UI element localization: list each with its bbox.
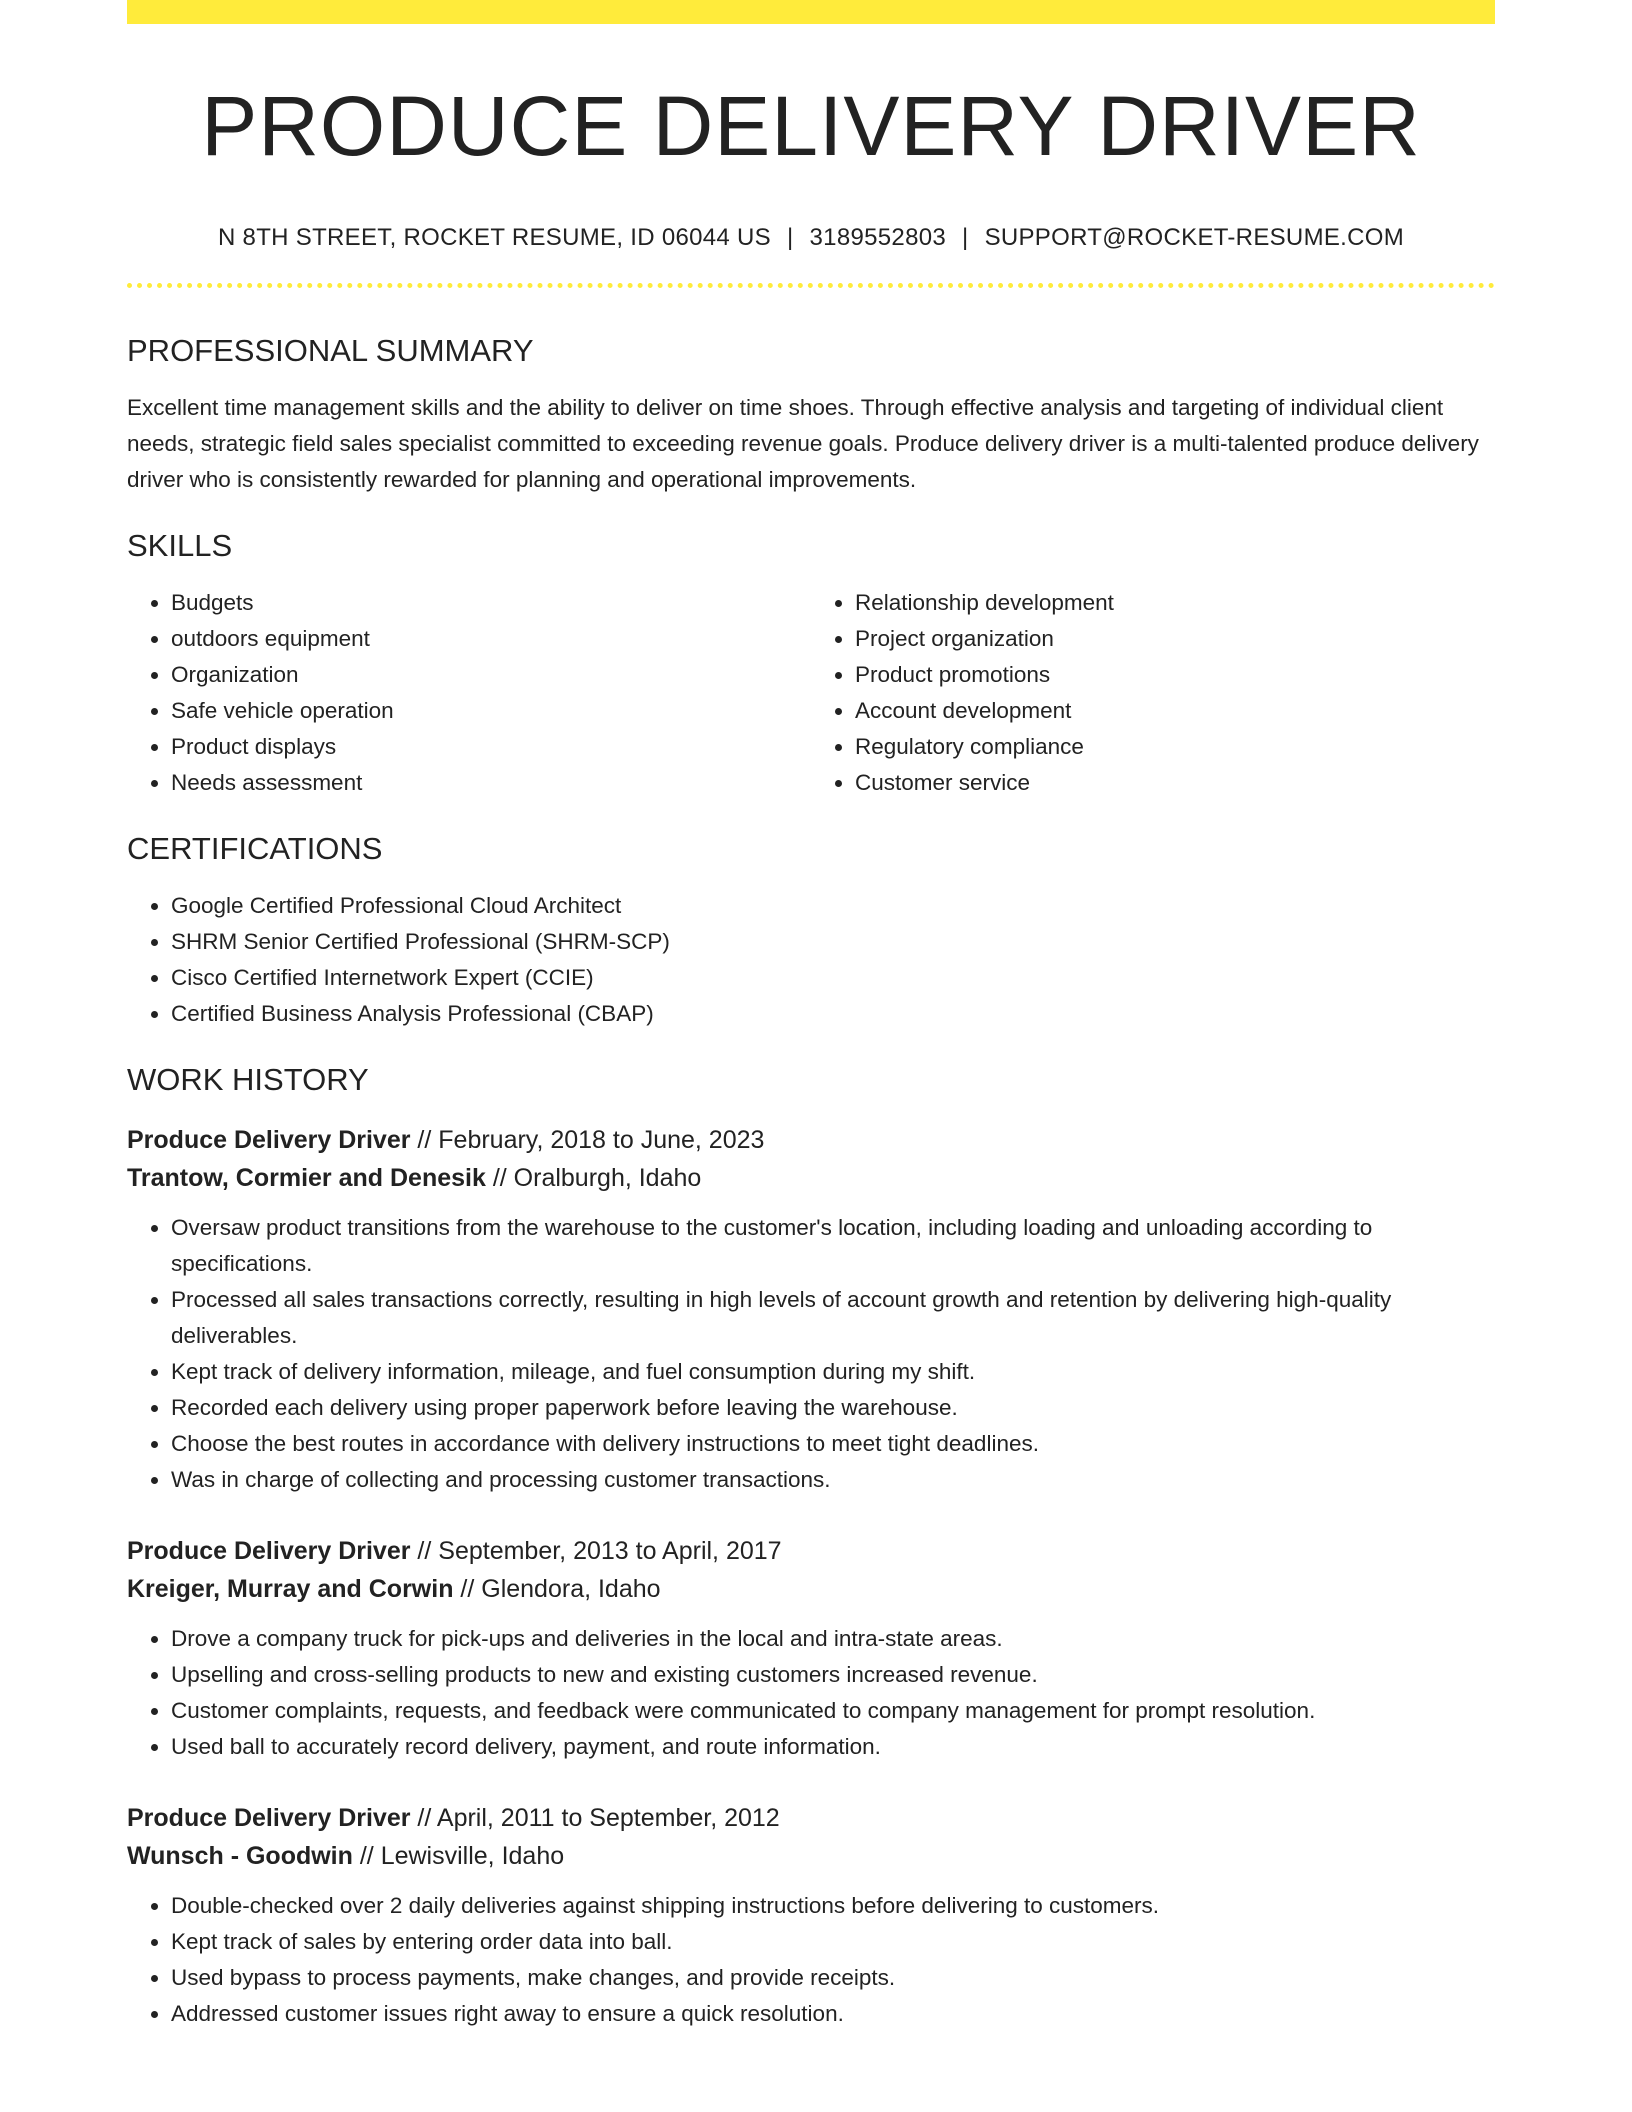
job-role-line: [127, 1121, 1495, 1159]
job-role: Produce Delivery Driver: [127, 1125, 411, 1154]
job-bullet: • Drove a company truck for pick-ups and deliveries in the local and intra-state areas.: [171, 1621, 1495, 1657]
skills-right-list: [811, 585, 1495, 801]
job-location: // Lewisville, Idaho: [352, 1841, 565, 1870]
job-bullet: • Kept track of sales by entering order data into ball.: [171, 1924, 1495, 1960]
job-bullet: • Double-checked over 2 daily deliveries against shipping instructions before delivering to customers.: [171, 1888, 1495, 1924]
job-entry: [127, 1799, 1495, 2032]
job-dates: // April, 2011 to September, 2012: [410, 1803, 780, 1832]
top-accent-bar: [127, 0, 1495, 24]
contact-phone: 3189552803: [809, 224, 947, 251]
skill-item: • Account development: [855, 693, 1495, 729]
skills-heading: SKILLS: [127, 527, 233, 563]
skill-item: • Product displays: [171, 729, 811, 765]
job-bullet: • Recorded each delivery using proper paperwork before leaving the warehouse.: [171, 1390, 1495, 1426]
skill-item: • Project organization: [855, 621, 1495, 657]
job-dates: // September, 2013 to April, 2017: [410, 1536, 782, 1565]
job-location: // Oralburgh, Idaho: [485, 1163, 702, 1192]
contact-separator: |: [786, 224, 794, 251]
skills-columns: [127, 585, 1495, 801]
contact-address: N 8TH STREET, ROCKET RESUME, ID 06044 US: [217, 224, 771, 251]
dotted-divider: [127, 283, 1495, 288]
job-bullet: • Customer complaints, requests, and feedback were communicated to company management for prompt resolution.: [171, 1693, 1495, 1729]
certification-item: • Cisco Certified Internetwork Expert (CCIE): [171, 960, 1495, 996]
job-role-line: [127, 1532, 1495, 1570]
job-company: Trantow, Cormier and Denesik: [127, 1163, 486, 1192]
job-dates: // February, 2018 to June, 2023: [410, 1125, 765, 1154]
resume-name: PRODUCE DELIVERY DRIVER: [201, 79, 1421, 173]
certifications-heading: CERTIFICATIONS: [127, 831, 383, 867]
job-bullets: [127, 1621, 1495, 1765]
summary-heading: PROFESSIONAL SUMMARY: [127, 332, 534, 368]
skill-item: • outdoors equipment: [171, 621, 811, 657]
certification-item: • Certified Business Analysis Professional (CBAP): [171, 996, 1495, 1032]
job-entry: [127, 1121, 1495, 1498]
job-bullet: • Kept track of delivery information, mileage, and fuel consumption during my shift.: [171, 1354, 1495, 1390]
job-company-line: [127, 1837, 1495, 1875]
job-bullet: • Used bypass to process payments, make changes, and provide receipts.: [171, 1960, 1495, 1996]
job-location: // Glendora, Idaho: [453, 1574, 661, 1603]
skill-item: • Safe vehicle operation: [171, 693, 811, 729]
job-company: Wunsch - Goodwin: [127, 1841, 353, 1870]
job-company-line: [127, 1159, 1495, 1197]
job-bullet: • Used ball to accurately record delivery, payment, and route information.: [171, 1729, 1495, 1765]
job-company-line: [127, 1570, 1495, 1608]
job-bullet: • Choose the best routes in accordance with delivery instructions to meet tight deadlines.: [171, 1426, 1495, 1462]
resume-page: [127, 0, 1495, 2032]
contact-email: SUPPORT@ROCKET-RESUME.COM: [984, 224, 1405, 251]
certification-item: • SHRM Senior Certified Professional (SHRM-SCP): [171, 924, 1495, 960]
skill-item: • Budgets: [171, 585, 811, 621]
skill-item: • Relationship development: [855, 585, 1495, 621]
job-bullet: • Was in charge of collecting and processing customer transactions.: [171, 1462, 1495, 1498]
job-company: Kreiger, Murray and Corwin: [127, 1574, 454, 1603]
certifications-list: [127, 888, 1495, 1032]
job-bullet: • Addressed customer issues right away to ensure a quick resolution.: [171, 1996, 1495, 2032]
job-bullet: • Oversaw product transitions from the warehouse to the customer's location, including loading and unloading according to specifications.: [171, 1210, 1495, 1282]
work-history-heading: WORK HISTORY: [127, 1062, 369, 1098]
job-bullets: [127, 1210, 1495, 1498]
job-entry: [127, 1532, 1495, 1765]
job-role: Produce Delivery Driver: [127, 1536, 411, 1565]
skill-item: • Customer service: [855, 765, 1495, 801]
skill-item: • Regulatory compliance: [855, 729, 1495, 765]
contact-line: [127, 224, 1495, 253]
job-role-line: [127, 1799, 1495, 1837]
certification-item: • Google Certified Professional Cloud Architect: [171, 888, 1495, 924]
skill-item: • Organization: [171, 657, 811, 693]
skill-item: • Needs assessment: [171, 765, 811, 801]
contact-separator: |: [962, 224, 969, 251]
job-bullet: • Processed all sales transactions correctly, resulting in high levels of account growth and retention by delivering high-quality deliverables.: [171, 1282, 1495, 1354]
job-bullet: • Upselling and cross-selling products to new and existing customers increased revenue.: [171, 1657, 1495, 1693]
skill-item: • Product promotions: [855, 657, 1495, 693]
job-role: Produce Delivery Driver: [127, 1803, 411, 1832]
job-bullets: [127, 1888, 1495, 2032]
skills-left-list: [127, 585, 811, 801]
summary-text: Excellent time management skills and the ability to deliver on time shoes. Through effective analysis and targeting of individual client needs, strategic field sales specialist committed to exceeding revenue goals. Produce delivery driver is a multi-talented produce delivery driver who is consistently rewarded for planning and operational improvements.: [127, 394, 1479, 492]
